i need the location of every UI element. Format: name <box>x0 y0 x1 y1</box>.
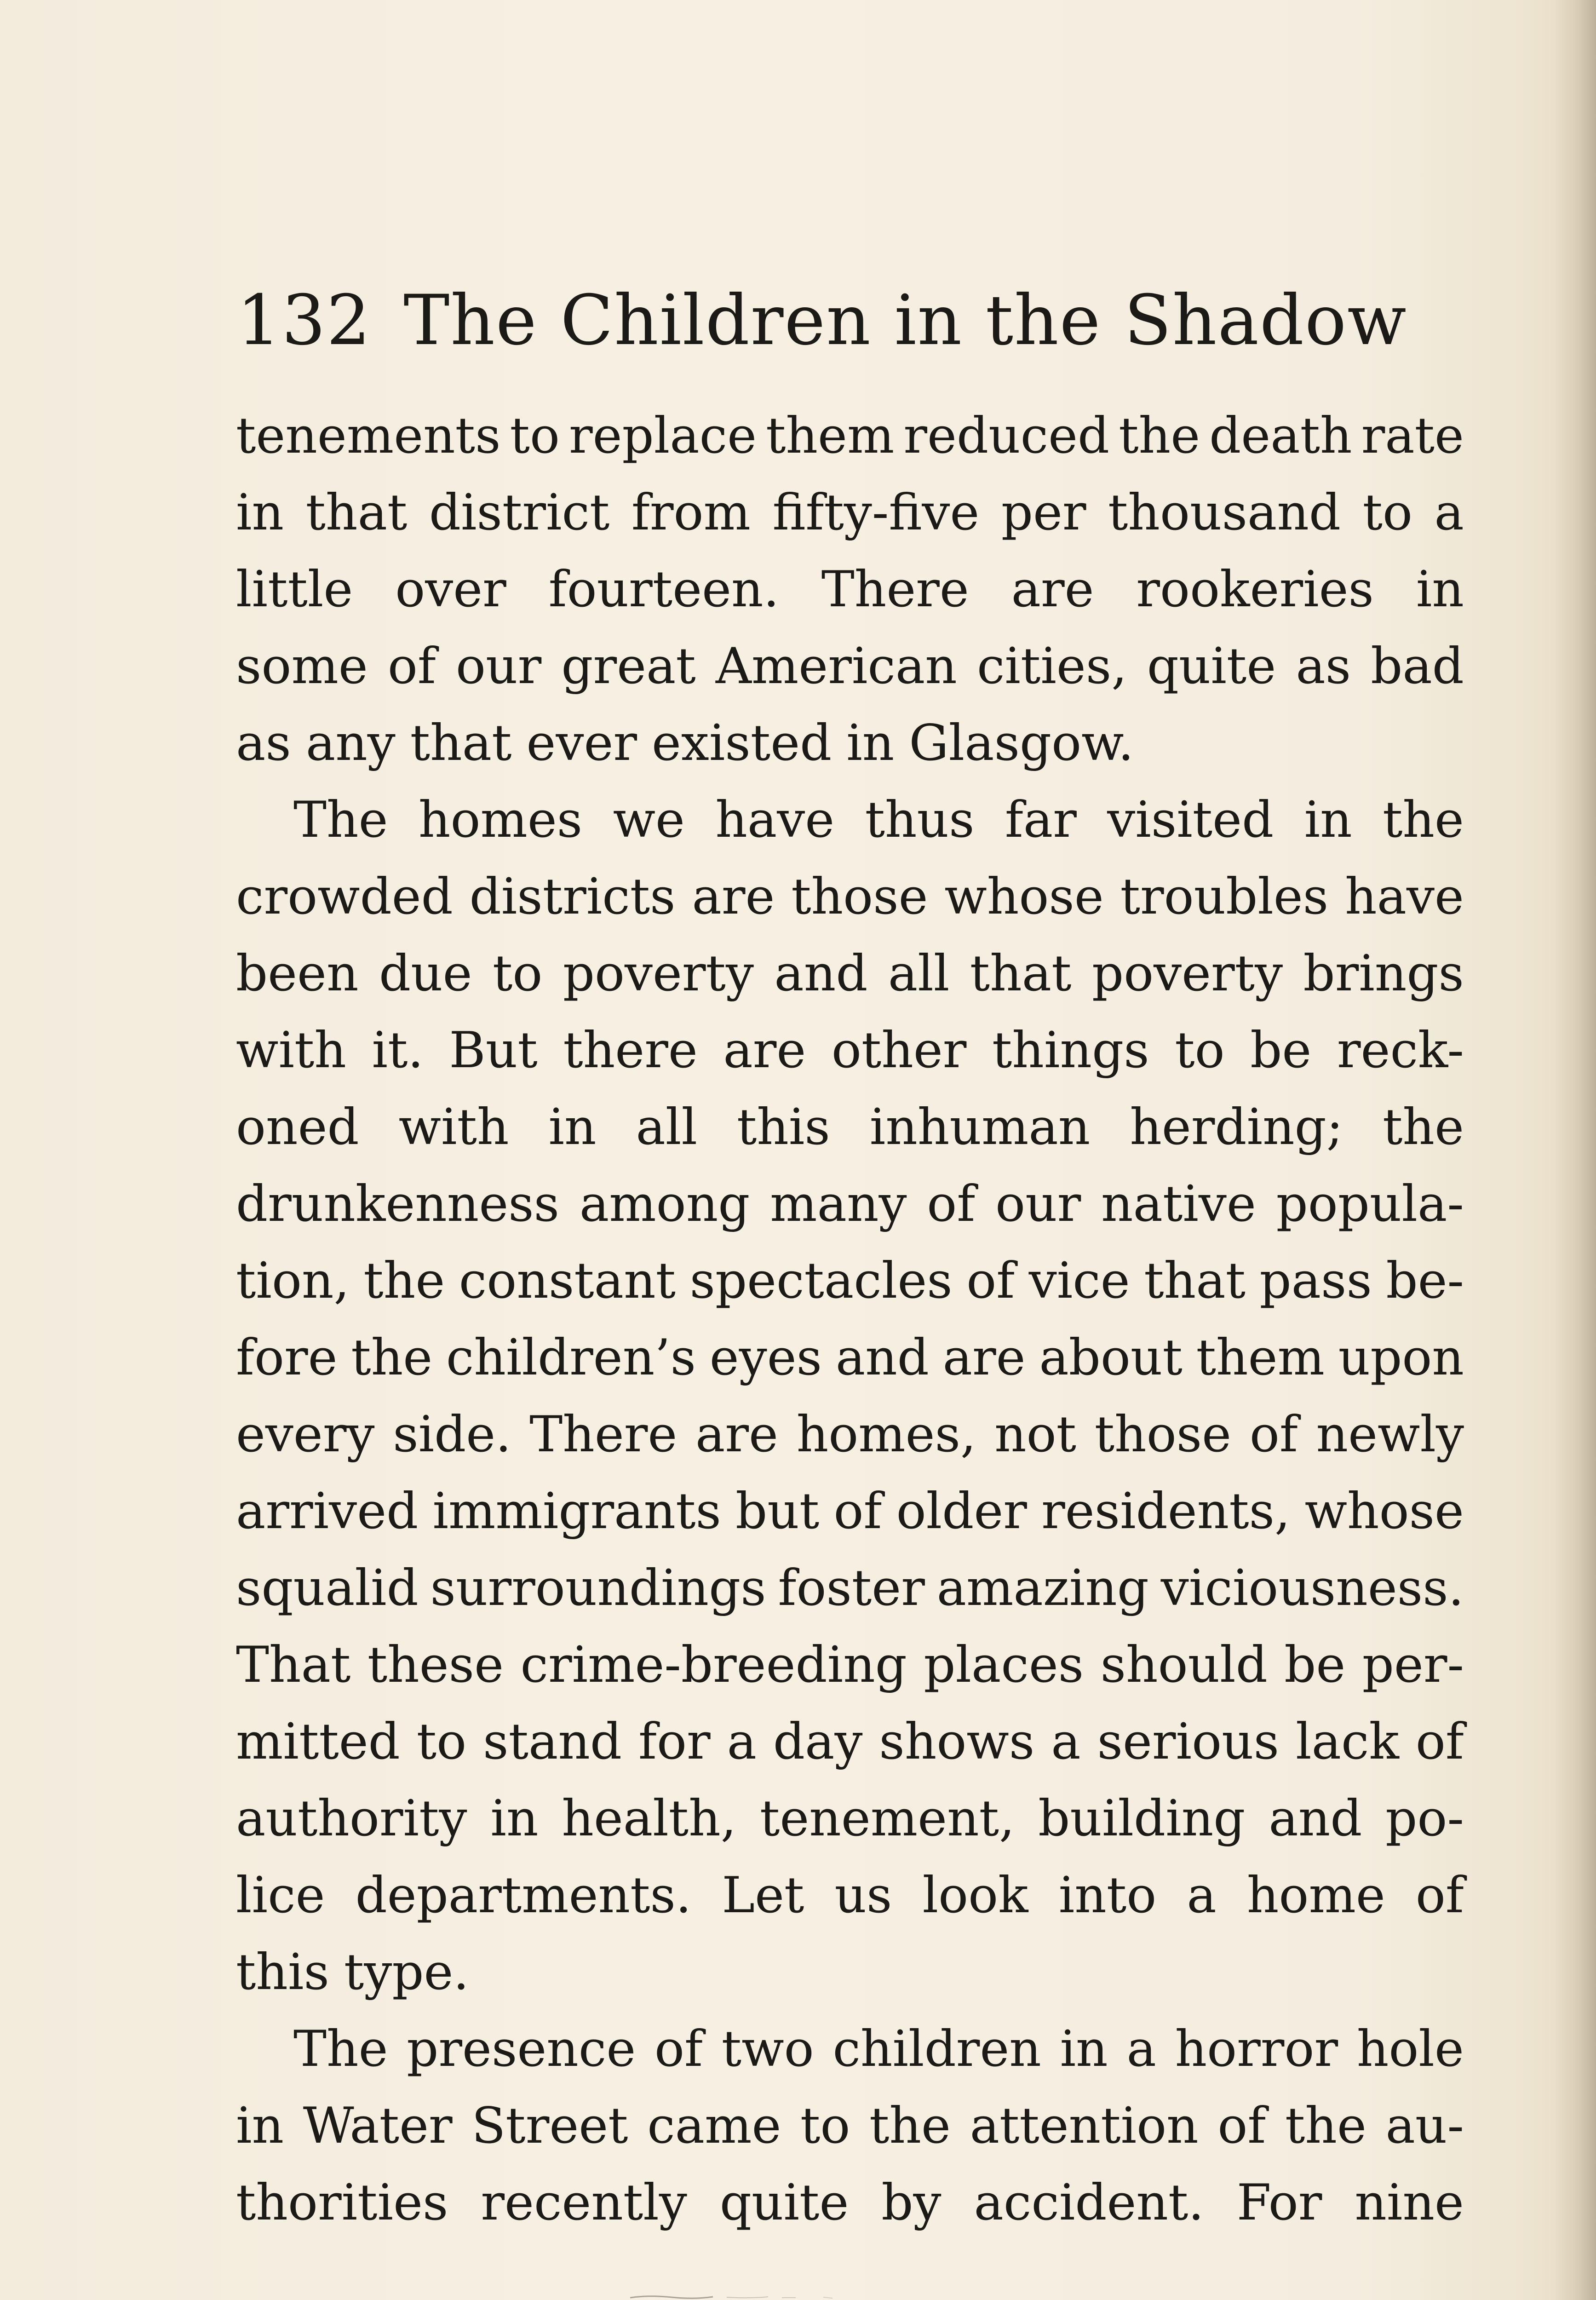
word: po- <box>1385 1790 1464 1847</box>
word: There <box>529 1406 677 1463</box>
word: herding; <box>1130 1098 1343 1156</box>
word: them <box>1196 1329 1325 1386</box>
word: this <box>236 1944 329 2001</box>
word: thousand <box>1108 484 1341 541</box>
word: The <box>293 2020 388 2078</box>
word: building <box>1038 1790 1246 1847</box>
word: day <box>773 1713 863 1771</box>
word: the <box>1383 791 1464 849</box>
word: to <box>416 1713 467 1771</box>
word: a <box>1051 1713 1081 1771</box>
word: places <box>924 1636 1084 1694</box>
word: that <box>305 484 408 541</box>
word: Water <box>303 2097 453 2155</box>
word: residents, <box>1041 1483 1291 1540</box>
word: are <box>942 1329 1026 1386</box>
word: and <box>1269 1790 1362 1847</box>
word: death <box>1209 407 1352 465</box>
word: lice <box>236 1867 325 1924</box>
word: lack <box>1296 1713 1399 1771</box>
word: fourteen. <box>548 561 779 618</box>
word: recently <box>481 2174 687 2231</box>
word: among <box>579 1175 750 1233</box>
body-text <box>236 397 1464 2241</box>
word: children <box>832 2020 1041 2078</box>
word: every <box>236 1406 375 1463</box>
text-line <box>236 2164 1464 2241</box>
word: districts <box>469 868 676 926</box>
word: in <box>236 484 284 541</box>
word: nine <box>1355 2174 1464 2231</box>
text-line <box>236 935 1464 1012</box>
word: crowded <box>236 868 453 926</box>
word: be- <box>1386 1252 1464 1310</box>
word: as <box>236 714 291 772</box>
word: quite <box>1147 638 1276 695</box>
text-line <box>236 858 1464 935</box>
word: the <box>363 1252 445 1310</box>
word: crime-breeding <box>520 1636 907 1694</box>
word: to <box>510 407 560 465</box>
text-line <box>236 782 1464 858</box>
word: and <box>774 945 868 1002</box>
word: the <box>1285 2097 1366 2155</box>
word: came <box>647 2097 781 2155</box>
word: the <box>869 2097 951 2155</box>
word: over <box>395 561 506 618</box>
word: attention <box>970 2097 1199 2155</box>
word: the <box>1383 1098 1464 1156</box>
word: poverty <box>563 945 754 1002</box>
text-line <box>236 1857 1464 1934</box>
word: viciousness. <box>1160 1559 1464 1617</box>
word: brings <box>1303 945 1464 1002</box>
word: to <box>1175 1022 1225 1079</box>
text-line <box>236 705 1464 782</box>
word: that <box>1144 1252 1246 1310</box>
word: departments. <box>355 1867 692 1924</box>
text-line <box>236 2087 1464 2164</box>
word: in <box>1060 2020 1108 2078</box>
word: homes <box>418 791 583 849</box>
word: in <box>548 1098 597 1156</box>
word: a <box>1126 2020 1156 2078</box>
word: surroundings <box>430 1559 766 1617</box>
word: in <box>846 714 895 772</box>
word: per <box>1001 484 1086 541</box>
word: The <box>293 791 388 849</box>
word: in <box>236 2097 284 2155</box>
word: our <box>995 1175 1081 1233</box>
word: about <box>1039 1329 1183 1386</box>
word: thorities <box>236 2174 448 2231</box>
word: been <box>236 945 359 1002</box>
word: For <box>1236 2174 1322 2231</box>
word: hole <box>1356 2020 1464 2078</box>
word: the <box>351 1329 433 1386</box>
word: fifty-five <box>772 484 980 541</box>
text-line <box>236 474 1464 551</box>
word: are <box>723 1022 806 1079</box>
word: of <box>927 1175 976 1233</box>
word: foster <box>778 1559 925 1617</box>
word: a <box>1434 484 1464 541</box>
word: reck- <box>1337 1022 1464 1079</box>
word: newly <box>1316 1406 1464 1463</box>
word: it. <box>372 1022 424 1079</box>
word: serious <box>1097 1713 1280 1771</box>
word: in <box>1416 561 1464 618</box>
running-header <box>237 281 1407 382</box>
word: cities, <box>976 638 1127 695</box>
word: rate <box>1361 407 1464 465</box>
word: not <box>994 1406 1077 1463</box>
word: popula- <box>1276 1175 1464 1233</box>
word: eyes <box>709 1329 822 1386</box>
word: other <box>831 1022 967 1079</box>
word: There <box>821 561 969 618</box>
word: quite <box>719 2174 849 2231</box>
text-line <box>236 1780 1464 1857</box>
word: of <box>833 1483 882 1540</box>
word: great <box>561 638 696 695</box>
word: older <box>896 1483 1027 1540</box>
text-line <box>236 1319 1464 1396</box>
word: au- <box>1385 2097 1464 2155</box>
word: should <box>1100 1636 1268 1694</box>
ink-smudge <box>630 2293 851 2300</box>
word: spectacles <box>689 1252 953 1310</box>
word: tenements <box>236 407 501 465</box>
word: to <box>492 945 543 1002</box>
word: of <box>387 638 436 695</box>
word: in <box>1304 791 1352 849</box>
word: of <box>1415 1713 1464 1771</box>
word: of <box>966 1252 1015 1310</box>
word: far <box>1005 791 1077 849</box>
word: little <box>236 561 353 618</box>
word: whose <box>1304 1483 1464 1540</box>
word: be <box>1250 1022 1312 1079</box>
word: that <box>970 945 1072 1002</box>
word: a <box>727 1713 757 1771</box>
word: these <box>367 1636 504 1694</box>
text-line <box>236 1934 1464 2011</box>
word: home <box>1246 1867 1385 1924</box>
word: of <box>654 2020 703 2078</box>
word: reduced <box>903 407 1110 465</box>
word: due <box>379 945 472 1002</box>
text-line <box>236 397 1464 474</box>
word: many <box>770 1175 907 1233</box>
word: them <box>766 407 895 465</box>
word: have <box>1345 868 1464 926</box>
word: replace <box>569 407 757 465</box>
word: ever <box>526 714 637 772</box>
word: squalid <box>236 1559 419 1617</box>
word: stand <box>483 1713 622 1771</box>
word: all <box>636 1098 697 1156</box>
word: but <box>735 1483 820 1540</box>
word: Let <box>722 1867 804 1924</box>
word: into <box>1058 1867 1157 1924</box>
text-line <box>236 551 1464 628</box>
running-title: The Children in the Shadow <box>403 281 1407 361</box>
word: rookeries <box>1136 561 1374 618</box>
text-line <box>236 2011 1464 2087</box>
word: troubles <box>1120 868 1329 926</box>
text-line <box>236 1473 1464 1550</box>
word: for <box>638 1713 711 1771</box>
word: those <box>1094 1406 1232 1463</box>
text-line <box>236 1089 1464 1166</box>
word: horror <box>1175 2020 1338 2078</box>
word: bad <box>1371 638 1464 695</box>
word: those <box>791 868 928 926</box>
text-line <box>236 628 1464 705</box>
word: are <box>692 868 775 926</box>
word: children’s <box>446 1329 696 1386</box>
word: this <box>736 1098 830 1156</box>
word: authority <box>236 1790 467 1847</box>
word: to <box>800 2097 850 2155</box>
word: But <box>449 1022 538 1079</box>
page-edge-shadow <box>1555 0 1596 2300</box>
word: thus <box>865 791 975 849</box>
page-number: 132 <box>237 281 372 361</box>
word: shows <box>879 1713 1035 1771</box>
word: some <box>236 638 368 695</box>
text-line <box>236 1396 1464 1473</box>
word: district <box>429 484 610 541</box>
word: inhuman <box>869 1098 1091 1156</box>
text-line <box>236 1703 1464 1780</box>
word: by <box>881 2174 942 2231</box>
word: constant <box>459 1252 676 1310</box>
word: are <box>1011 561 1094 618</box>
word: are <box>695 1406 778 1463</box>
text-line <box>236 1166 1464 1242</box>
word: That <box>236 1636 351 1694</box>
word: type. <box>344 1944 469 2001</box>
text-line <box>236 1550 1464 1627</box>
word: in <box>490 1790 539 1847</box>
word: all <box>888 945 950 1002</box>
word: mitted <box>236 1713 400 1771</box>
text-line <box>236 1627 1464 1703</box>
word: of <box>1249 1406 1298 1463</box>
word: a <box>1187 1867 1217 1924</box>
word: there <box>563 1022 698 1079</box>
word: immigrants <box>432 1483 721 1540</box>
word: poverty <box>1091 945 1283 1002</box>
word: the <box>1119 407 1200 465</box>
word: that <box>410 714 512 772</box>
word: side. <box>393 1406 511 1463</box>
word: drunkenness <box>236 1175 560 1233</box>
word: oned <box>236 1098 359 1156</box>
word: Glasgow. <box>909 714 1134 772</box>
word: per- <box>1362 1636 1464 1694</box>
word: any <box>305 714 396 772</box>
word: Street <box>471 2097 628 2155</box>
word: fore <box>236 1329 338 1386</box>
word: amazing <box>936 1559 1149 1617</box>
word: have <box>715 791 835 849</box>
word: whose <box>944 868 1104 926</box>
word: of <box>1217 2097 1266 2155</box>
word: from <box>631 484 751 541</box>
word: upon <box>1338 1329 1464 1386</box>
word: we <box>613 791 685 849</box>
word: look <box>922 1867 1028 1924</box>
word: visited <box>1107 791 1274 849</box>
word: us <box>834 1867 892 1924</box>
word: with <box>398 1098 509 1156</box>
word: to <box>1362 484 1412 541</box>
word: health, <box>562 1790 737 1847</box>
word: homes, <box>796 1406 976 1463</box>
word: of <box>1415 1867 1464 1924</box>
word: and <box>835 1329 929 1386</box>
word: vice <box>1028 1252 1130 1310</box>
word: be <box>1284 1636 1346 1694</box>
word: our <box>456 638 542 695</box>
text-line <box>236 1242 1464 1319</box>
word: with <box>236 1022 346 1079</box>
word: presence <box>407 2020 636 2078</box>
word: existed <box>652 714 832 772</box>
word: pass <box>1259 1252 1372 1310</box>
word: American <box>715 638 957 695</box>
word: as <box>1296 638 1351 695</box>
word: native <box>1101 1175 1256 1233</box>
word: tion, <box>236 1252 350 1310</box>
word: tenement, <box>759 1790 1015 1847</box>
word: two <box>721 2020 814 2078</box>
word: things <box>992 1022 1149 1079</box>
text-line <box>236 1012 1464 1089</box>
word: arrived <box>236 1483 419 1540</box>
word: accident. <box>974 2174 1204 2231</box>
